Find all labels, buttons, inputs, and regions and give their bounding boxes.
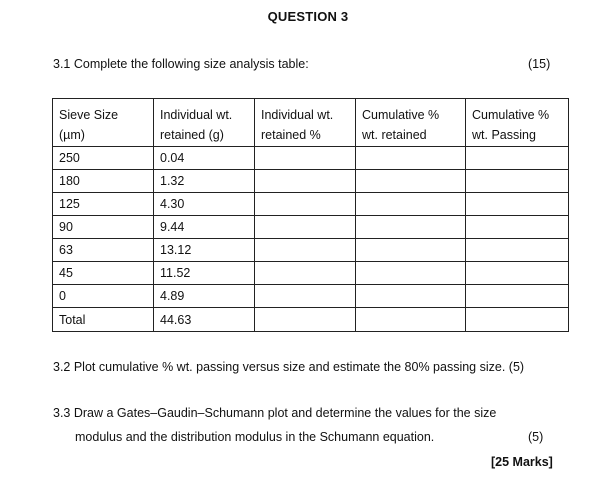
cell-cumulative-retained [356, 239, 466, 262]
header-cumulative-retained: Cumulative % [356, 99, 466, 124]
cell-sieve-size: 45 [53, 262, 154, 285]
cell-cumulative-retained [356, 262, 466, 285]
table-row [53, 285, 569, 308]
cell-total-retained-g: 44.63 [154, 308, 255, 332]
cell-retained-pct [255, 147, 356, 170]
header-sieve-size: Sieve Size [53, 99, 154, 124]
question-heading: QUESTION 3 [267, 9, 349, 24]
question-3-1-text: 3.1 Complete the following size analysis table: [53, 57, 309, 71]
table-row [53, 239, 569, 262]
table-row [53, 262, 569, 285]
cell-retained-g: 4.30 [154, 193, 255, 216]
cell-retained-pct [255, 285, 356, 308]
cell-total-cumulative-retained [356, 308, 466, 332]
table-row [53, 170, 569, 193]
size-analysis-table [52, 98, 569, 332]
cell-total-cumulative-passing [466, 308, 569, 332]
cell-cumulative-retained [356, 285, 466, 308]
table-row [53, 147, 569, 170]
cell-cumulative-retained [356, 193, 466, 216]
question-3-3-marks: (5) [528, 430, 544, 444]
cell-cumulative-passing [466, 262, 569, 285]
cell-retained-g: 0.04 [154, 147, 255, 170]
question-3-2-text: 3.2 Plot cumulative % wt. passing versus size and estimate the 80% passing size. (5) [53, 360, 525, 374]
total-marks: [25 Marks] [491, 455, 553, 469]
cell-sieve-size: 125 [53, 193, 154, 216]
header-individual-wt-pct-unit: retained % [255, 123, 356, 147]
cell-sieve-size: 90 [53, 216, 154, 239]
cell-retained-pct [255, 170, 356, 193]
header-individual-wt-g: Individual wt. [154, 99, 255, 124]
cell-cumulative-retained [356, 170, 466, 193]
cell-sieve-size: 63 [53, 239, 154, 262]
cell-retained-g: 1.32 [154, 170, 255, 193]
header-cumulative-retained-unit: wt. retained [356, 123, 466, 147]
cell-cumulative-passing [466, 170, 569, 193]
cell-cumulative-passing [466, 193, 569, 216]
table-total-row [53, 308, 569, 332]
cell-cumulative-passing [466, 147, 569, 170]
cell-retained-pct [255, 193, 356, 216]
cell-retained-g: 11.52 [154, 262, 255, 285]
cell-sieve-size: 0 [53, 285, 154, 308]
cell-retained-g: 13.12 [154, 239, 255, 262]
cell-retained-pct [255, 239, 356, 262]
cell-cumulative-passing [466, 239, 569, 262]
question-3-3-text-line2: modulus and the distribution modulus in the Schumann equation. [75, 430, 435, 444]
cell-retained-pct [255, 216, 356, 239]
header-individual-wt-pct: Individual wt. [255, 99, 356, 124]
cell-sieve-size: 250 [53, 147, 154, 170]
table-header-row-2 [53, 123, 569, 147]
cell-retained-g: 4.89 [154, 285, 255, 308]
cell-total-label: Total [53, 308, 154, 332]
cell-cumulative-passing [466, 216, 569, 239]
header-cumulative-passing-unit: wt. Passing [466, 123, 569, 147]
table-row [53, 193, 569, 216]
cell-total-retained-pct [255, 308, 356, 332]
question-3-3-text-line1: 3.3 Draw a Gates–Gaudin–Schumann plot and determine the values for the size [53, 406, 497, 420]
table-row [53, 216, 569, 239]
header-cumulative-passing: Cumulative % [466, 99, 569, 124]
cell-retained-g: 9.44 [154, 216, 255, 239]
header-individual-wt-g-unit: retained (g) [154, 123, 255, 147]
question-3-1-marks: (15) [528, 57, 551, 71]
cell-cumulative-retained [356, 216, 466, 239]
cell-cumulative-retained [356, 147, 466, 170]
table-header-row-1 [53, 99, 569, 124]
cell-sieve-size: 180 [53, 170, 154, 193]
header-sieve-size-unit: (µm) [53, 123, 154, 147]
cell-cumulative-passing [466, 285, 569, 308]
cell-retained-pct [255, 262, 356, 285]
